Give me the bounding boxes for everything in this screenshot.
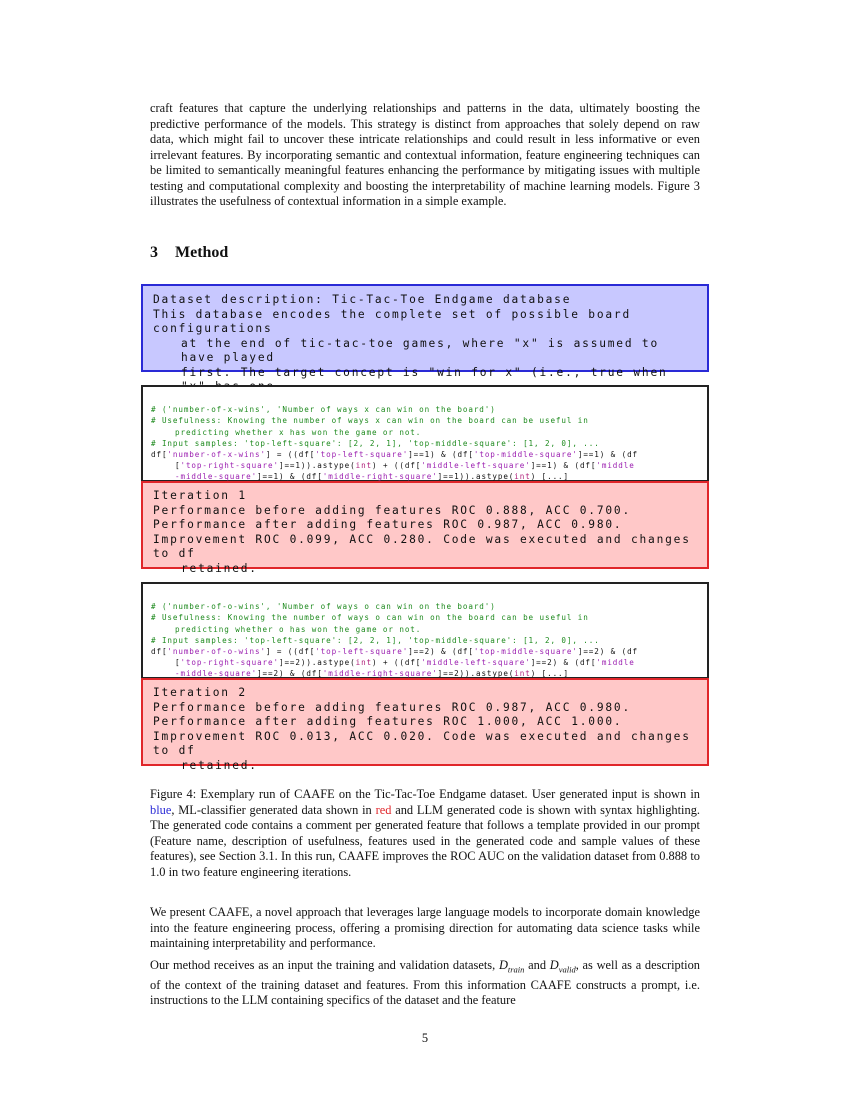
math-subscript: valid <box>558 964 576 975</box>
code-token: [ <box>175 461 181 471</box>
code-token: ]==1) & (df <box>577 450 639 460</box>
code-keyword: int <box>355 658 373 668</box>
code-token: ]==1)).astype( <box>278 461 356 471</box>
code-block-1 <box>141 385 709 482</box>
code-token: ]==1) & (df[ <box>408 450 474 460</box>
code-token: ]==1) & (df[ <box>257 472 323 482</box>
code-token: ) [...] <box>530 472 570 482</box>
code-string: 'top-left-square' <box>315 450 409 460</box>
caption-text: and LLM generated code is shown with syntax highlighting. The generated code contains a comment per generated feature that follows a template provided in our prompt (Feature name, description of usefulness, features used in the generated code and sample values of these features), see Section 3.1. In this run, CAAFE improves the ROC AUC on the validation dataset from 0.888 to 1.0 in two feature engineering iterations. <box>150 802 700 879</box>
intro-paragraph-block <box>150 101 700 210</box>
code-token: ]==2)).astype( <box>278 658 356 668</box>
code-token: df[ <box>151 450 168 460</box>
paragraph-3-text: and <box>524 958 550 972</box>
iteration-line: Performance after adding features ROC 0.987, ACC 0.980. <box>153 518 623 531</box>
caption-red-word: red <box>375 802 392 817</box>
code-line <box>151 460 699 471</box>
code-comment: # ('number-of-o-wins', 'Number of ways o can win on the board') <box>151 602 496 612</box>
code-token: ]==2) & (df[ <box>530 658 597 668</box>
dataset-line: at the end of tic-tac-toe games, where "x" is assumed to have played <box>181 336 659 364</box>
code-string: 'top-left-square' <box>315 647 409 657</box>
code-token: ]==2) & (df <box>577 647 639 657</box>
code-string: 'middle-right-square' <box>322 669 438 679</box>
code-string: 'middle <box>596 461 635 471</box>
code-token: ]==2) & (df[ <box>257 669 323 679</box>
code-token: ) [...] <box>530 669 570 679</box>
iteration-line: Performance after adding features ROC 1.000, ACC 1.000. <box>153 715 623 728</box>
iteration-line: Improvement ROC 0.013, ACC 0.020. Code was executed and changes to df <box>153 729 691 757</box>
paragraph-2-block <box>150 905 700 952</box>
dataset-line: This database encodes the complete set of possible board configurations <box>153 307 631 335</box>
code-block-2 <box>141 582 709 679</box>
code-token: ] = ((df[ <box>265 647 316 657</box>
code-token: ] = ((df[ <box>265 450 316 460</box>
figure-caption <box>150 787 700 880</box>
code-string: 'top-right-square' <box>180 658 279 668</box>
iteration-title: Iteration 1 <box>153 489 247 502</box>
code-string: 'number-of-x-wins' <box>167 450 266 460</box>
code-string: 'top-middle-square' <box>473 450 578 460</box>
iteration-line: retained. <box>181 758 258 772</box>
iteration-line: retained. <box>181 561 258 575</box>
intro-paragraph: craft features that capture the underlying relationships and patterns in the data, ultimately boosting the predictive performance of the models. This strategy is distinct from approaches that solely depend on raw data, which might fail to uncover these intricate relationships and could result in less informative or even irrelevant features. By incorporating semantic and contextual information, feature engineering techniques can be limited to semantically meaningful features enhancing the performance by mitigating issues with multiple testing and computational complexity and boosting the interpretability of machine learning models. Figure 3 illustrates the usefulness of contextual information in a simple example. <box>150 101 700 208</box>
code-string: 'middle-right-square' <box>322 472 438 482</box>
code-comment: # Input samples: 'top-left-square': [2, 2, 1], 'top-middle-square': [1, 2, 0], ... <box>151 635 600 645</box>
math-subscript: train <box>507 964 525 975</box>
paragraph-3 <box>150 958 700 1009</box>
code-token: df[ <box>151 647 168 657</box>
iteration-1-box <box>141 481 709 575</box>
caption-text: , ML-classifier generated data shown in <box>171 802 376 817</box>
code-comment: # Input samples: 'top-left-square': [2, 2, 1], 'top-middle-square': [1, 2, 0], ... <box>151 438 600 448</box>
paragraph-3-block <box>150 958 700 1009</box>
caption-text: Figure 4: Exemplary run of CAAFE on the Tic-Tac-Toe Endgame dataset. User generated input is shown in <box>150 787 700 801</box>
code-comment: # Usefulness: Knowing the number of ways x can win on the board can be useful in <box>151 416 589 426</box>
caption-blue-word: blue <box>150 802 172 817</box>
dataset-line: Dataset description: Tic-Tac-Toe Endgame database <box>153 293 572 306</box>
code-string: 'number-of-o-wins' <box>167 647 266 657</box>
section-title: Method <box>175 244 229 261</box>
dataset-description-box <box>141 284 709 379</box>
code-string: -middle-square' <box>175 669 258 679</box>
code-string: 'top-middle-square' <box>473 647 578 657</box>
code-string: -middle-square' <box>175 472 258 482</box>
code-token: ]==2) & (df[ <box>408 647 474 657</box>
code-comment: # ('number-of-x-wins', 'Number of ways x can win on the board') <box>151 405 496 415</box>
code-line <box>151 449 699 460</box>
section-number: 3 <box>150 244 158 261</box>
code-string: 'middle-left-square' <box>421 461 531 471</box>
code-string: 'middle <box>596 658 635 668</box>
page-number: 5 <box>421 1031 429 1045</box>
paragraph-2: We present CAAFE, a novel approach that leverages large language models to incorporate domain knowledge into the feature engineering process, offering a promising direction for automating data science tasks while maintaining interpretability and performance. <box>150 905 700 950</box>
code-keyword: int <box>514 669 531 679</box>
paragraph-3-text: Our method receives as an input the training and validation datasets, <box>150 958 499 972</box>
code-token: ]==1)).astype( <box>437 472 515 482</box>
code-token: [ <box>175 658 181 668</box>
code-comment: # Usefulness: Knowing the number of ways o can win on the board can be useful in <box>151 613 589 623</box>
code-token: ]==1) & (df[ <box>530 461 597 471</box>
code-string: 'top-right-square' <box>180 461 279 471</box>
code-token: ) + ((df[ <box>372 461 422 471</box>
code-token: ) + ((df[ <box>372 658 422 668</box>
code-comment: predicting whether o has won the game or not. <box>175 624 422 634</box>
iteration-title: Iteration 2 <box>153 686 247 699</box>
code-line <box>151 657 699 668</box>
iteration-line: Performance before adding features ROC 0.888, ACC 0.700. <box>153 503 631 517</box>
section-heading <box>150 244 228 262</box>
math-d-train: D <box>498 958 508 972</box>
code-comment: predicting whether x has won the game or not. <box>175 427 422 437</box>
iteration-line: Performance before adding features ROC 0.987, ACC 0.980. <box>153 700 631 714</box>
iteration-line: Improvement ROC 0.099, ACC 0.280. Code was executed and changes to df <box>153 532 691 560</box>
iteration-2-box <box>141 678 709 772</box>
paragraph-3-text: , as well as a description of the context of the training dataset and features. From this information CAAFE constructs a prompt, i.e. instructions to the LLM containing specifics of the dataset and the feature <box>150 958 700 1008</box>
math-d-valid: D <box>549 958 559 972</box>
code-string: 'middle-left-square' <box>421 658 531 668</box>
code-token: ]==2)).astype( <box>437 669 515 679</box>
dataset-line: first. The target concept is "win for x" (i.e., true when <box>181 365 668 379</box>
code-line <box>151 646 699 657</box>
code-keyword: int <box>355 461 373 471</box>
code-keyword: int <box>514 472 531 482</box>
